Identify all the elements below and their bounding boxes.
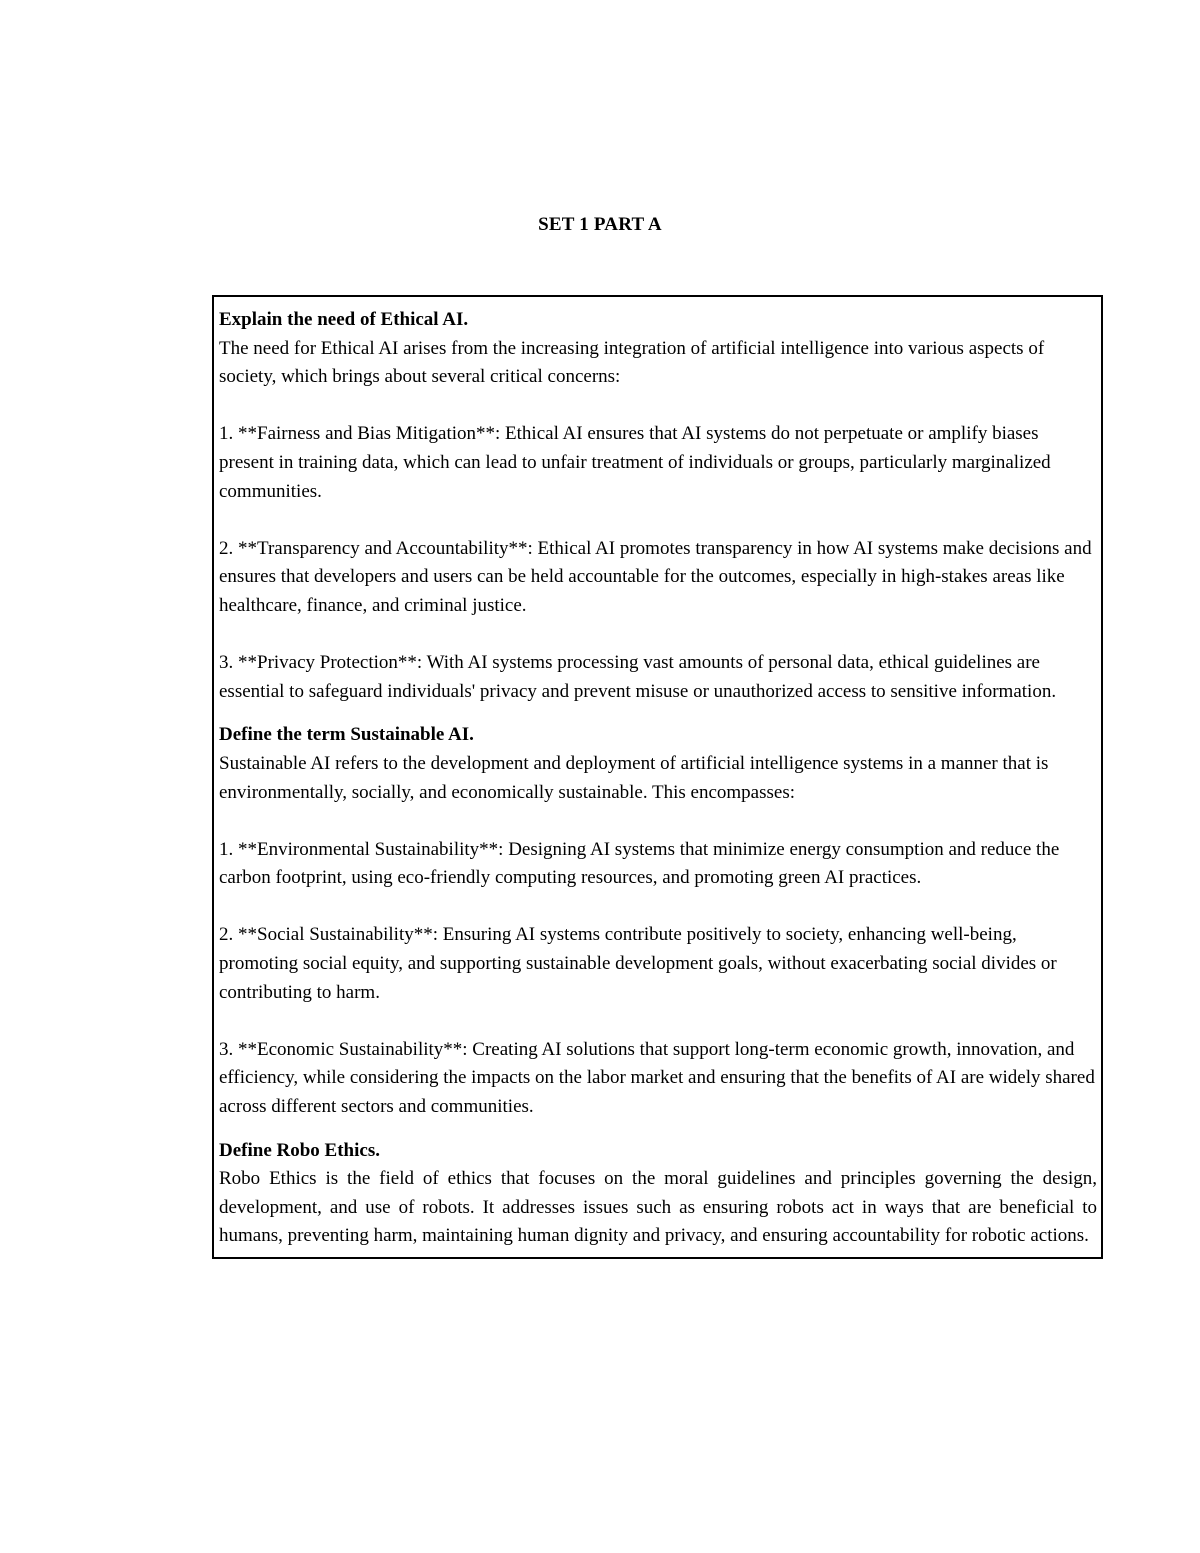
question-heading: Define the term Sustainable AI.: [219, 724, 474, 746]
section-sustainable-ai: [213, 712, 1102, 1127]
section-robo-ethics: [213, 1128, 1102, 1258]
page-title: SET 1 PART A: [538, 214, 662, 235]
question-heading: Explain the need of Ethical AI.: [219, 309, 469, 330]
answer-intro: Robo Ethics is the field of ethics that focuses on the moral guidelines and principles governing the design, development, and use of robots. It addresses issues such as ensuring robots act in ways that are beneficial to humans, preventing harm, maintaining human dignity and privacy, and ensuring accountability for robotic actions.: [219, 1168, 1097, 1247]
table-row: [213, 712, 1102, 1127]
table-row: [213, 296, 1102, 712]
answer-intro: Sustainable AI refers to the development and deployment of artificial intelligence systems in a manner that is environmentally, socially, and economically sustainable. This encompasses:: [219, 752, 1049, 803]
answer-point: 2. **Social Sustainability**: Ensuring AI systems contribute positively to society, enhancing well-being, promoting social equity, and supporting sustainable development goals, without exacerbating social divides or contributing to harm.: [219, 924, 1057, 1003]
qa-table: [212, 295, 1103, 1259]
answer-intro: The need for Ethical AI arises from the increasing integration of artificial intelligence into various aspects of society, which brings about several critical concerns:: [219, 337, 1045, 388]
answer-point: 1. **Fairness and Bias Mitigation**: Ethical AI ensures that AI systems do not perpetuate or amplify biases present in training data, which can lead to unfair treatment of individuals or groups, particularly marginalized communities.: [219, 423, 1051, 502]
table-row: [213, 1128, 1102, 1258]
question-heading: Define Robo Ethics.: [219, 1139, 380, 1161]
answer-point: 1. **Environmental Sustainability**: Designing AI systems that minimize energy consumption and reduce the carbon footprint, using eco-friendly computing resources, and promoting green AI practices.: [219, 838, 1060, 889]
answer-point: 2. **Transparency and Accountability**: Ethical AI promotes transparency in how AI systems make decisions and ensures that developers and users can be held accountable for the outcomes, especially in high-stakes areas like healthcare, finance, and criminal justice.: [219, 537, 1092, 616]
answer-point: 3. **Privacy Protection**: With AI systems processing vast amounts of personal data, ethical guidelines are essential to safeguard individuals' privacy and prevent misuse or unauthorized access to sensitive information.: [219, 652, 1057, 702]
section-ethical-ai: [213, 296, 1102, 712]
answer-point: 3. **Economic Sustainability**: Creating AI solutions that support long-term economic growth, innovation, and efficiency, while considering the impacts on the labor market and ensuring that the benefits of AI are widely shared across different sectors and communities.: [219, 1038, 1095, 1118]
